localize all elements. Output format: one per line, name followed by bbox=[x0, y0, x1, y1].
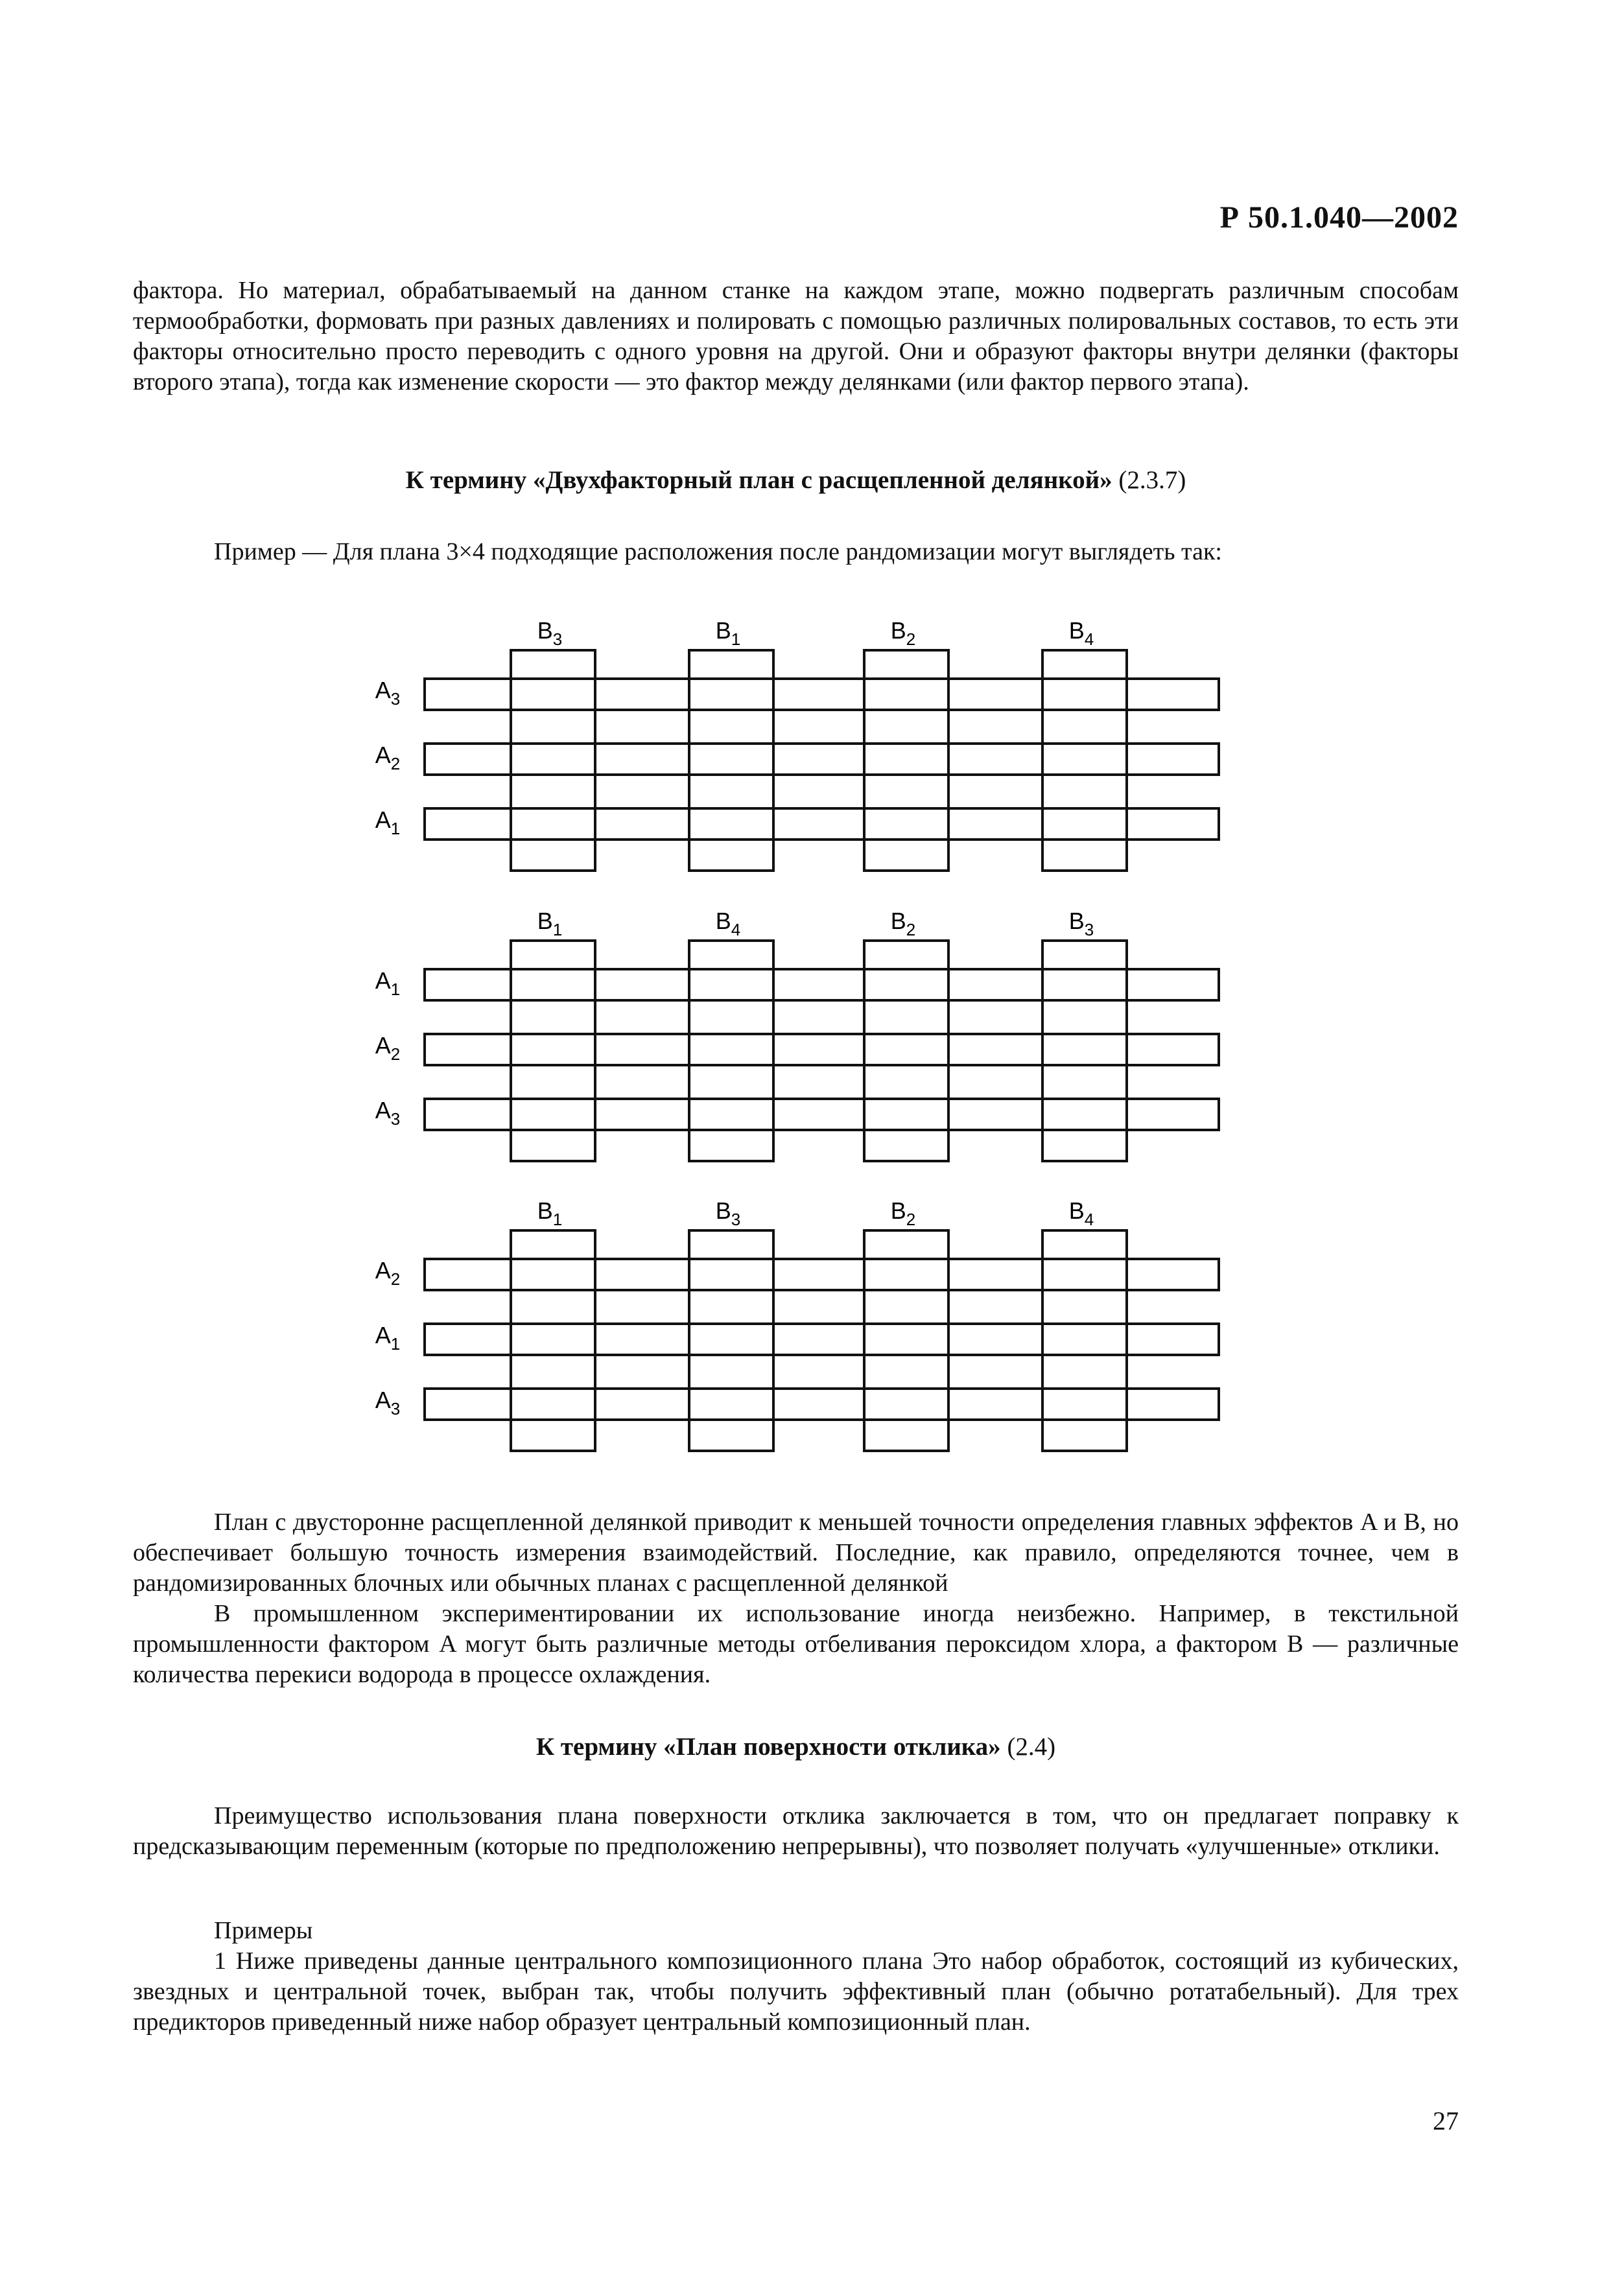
row-strip bbox=[425, 808, 1219, 840]
row-strip bbox=[425, 1389, 1219, 1420]
column-label: $B_4$ bbox=[1068, 1197, 1094, 1229]
paragraphs-after bbox=[133, 1507, 1459, 1690]
column-strip bbox=[511, 650, 595, 871]
column-label: $B_3$ bbox=[537, 617, 563, 649]
row-strip bbox=[425, 969, 1219, 1000]
column-strip bbox=[511, 1230, 595, 1451]
row-label: $A_3$ bbox=[375, 677, 401, 709]
split-plot-diagram-2 bbox=[363, 897, 1271, 1172]
row-label: $A_3$ bbox=[375, 1097, 401, 1129]
column-label: $B_1$ bbox=[537, 908, 563, 939]
column-strip bbox=[864, 941, 948, 1161]
column-strip bbox=[1042, 650, 1127, 871]
section2-paragraph: Преимущество использования плана поверхности отклика заключается в том, что он предлагает поправку к предсказывающим переменным (которые по предположению непрерывны), что позволяет получать «улучшенные» отклики. bbox=[133, 1802, 1459, 1860]
column-strip bbox=[689, 941, 773, 1161]
column-strip bbox=[689, 1230, 773, 1451]
section2-examples bbox=[133, 1916, 1459, 2038]
column-strip bbox=[511, 941, 595, 1161]
column-label: $B_2$ bbox=[890, 908, 916, 939]
row-label: $A_1$ bbox=[375, 1322, 401, 1354]
standard-code: Р 50.1.040—2002 bbox=[1219, 200, 1459, 235]
diagram-svg bbox=[363, 1186, 1271, 1459]
row-label: $A_3$ bbox=[375, 1387, 401, 1418]
column-strip bbox=[1042, 1230, 1127, 1451]
column-strip bbox=[689, 650, 773, 871]
column-strip bbox=[1042, 941, 1127, 1161]
column-label: $B_3$ bbox=[715, 1197, 741, 1229]
diagram-svg bbox=[363, 897, 1271, 1169]
column-label: $B_1$ bbox=[537, 1197, 563, 1229]
column-strip bbox=[864, 650, 948, 871]
row-label: $A_2$ bbox=[375, 1032, 401, 1064]
section2-title: К термину «План поверхности отклика» bbox=[535, 1733, 1001, 1761]
split-plot-diagram-3 bbox=[363, 1186, 1271, 1462]
section1-title: К термину «Двухфакторный план с расщепленной делянкой» bbox=[405, 466, 1112, 494]
column-label: $B_4$ bbox=[715, 908, 741, 939]
column-label: $B_1$ bbox=[715, 617, 741, 649]
column-label: $B_2$ bbox=[890, 617, 916, 649]
row-strip bbox=[425, 1034, 1219, 1065]
diagram-svg bbox=[363, 606, 1271, 878]
split-plot-diagram-1 bbox=[363, 606, 1271, 882]
row-strip bbox=[425, 679, 1219, 710]
row-label: $A_2$ bbox=[375, 1257, 401, 1289]
intro-paragraph: фактора. Но материал, обрабатываемый на данном станке на каждом этапе, можно подвергать различным способам термообработки, формовать при разных давлениях и полировать с помощью различных полировальных составов, то есть эти факторы относительно просто переводить с одного уровня на другой. Они и образуют факторы внутри делянки (факторы второго этапа), тогда как изменение скорости — это фактор между делянками (или фактор первого этапа). bbox=[133, 277, 1459, 395]
column-label: $B_4$ bbox=[1068, 617, 1094, 649]
row-label: $A_1$ bbox=[375, 806, 401, 838]
column-label: $B_3$ bbox=[1068, 908, 1094, 939]
section2-code: (2.4) bbox=[1007, 1733, 1056, 1761]
page-number: 27 bbox=[1433, 2106, 1459, 2135]
row-label: $A_1$ bbox=[375, 967, 401, 999]
example-1: 1 Ниже приведены данные центрального композиционного плана Это набор обработок, состоящий из кубических, звездных и центральной точек, выбран так, чтобы получить эффективный план (обычно ротатабельный). Для трех предикторов приведенный ниже набор образует центральный композиционный план. bbox=[133, 1947, 1459, 2036]
section1-example-line: Пример — Для плана 3×4 подходящие расположения после рандомизации могут выглядеть так: bbox=[214, 538, 1222, 565]
examples-label: Примеры bbox=[214, 1917, 313, 1944]
column-strip bbox=[864, 1230, 948, 1451]
row-label: $A_2$ bbox=[375, 742, 401, 773]
paragraph-after-1: План с двусторонне расщепленной делянкой приводит к меньшей точности определения главных эффектов A и B, но обеспечивает большую точность измерения взаимодействий. Последние, как правило, определяются точнее, чем в рандомизированных блочных или обычных планах с расщепленной делянкой bbox=[133, 1509, 1459, 1597]
row-strip bbox=[425, 1099, 1219, 1130]
column-label: $B_2$ bbox=[890, 1197, 916, 1229]
row-strip bbox=[425, 1259, 1219, 1290]
section1-code: (2.3.7) bbox=[1118, 466, 1186, 494]
section1-heading bbox=[133, 465, 1459, 495]
section2-heading bbox=[133, 1732, 1459, 1761]
row-strip bbox=[425, 744, 1219, 775]
paragraph-after-2: В промышленном экспериментировании их использование иногда неизбежно. Например, в текстильной промышленности фактором A могут быть различные методы отбеливания пероксидом хлора, а фактором B — различные количества перекиси водорода в процессе охлаждения. bbox=[133, 1600, 1459, 1688]
row-strip bbox=[425, 1324, 1219, 1355]
